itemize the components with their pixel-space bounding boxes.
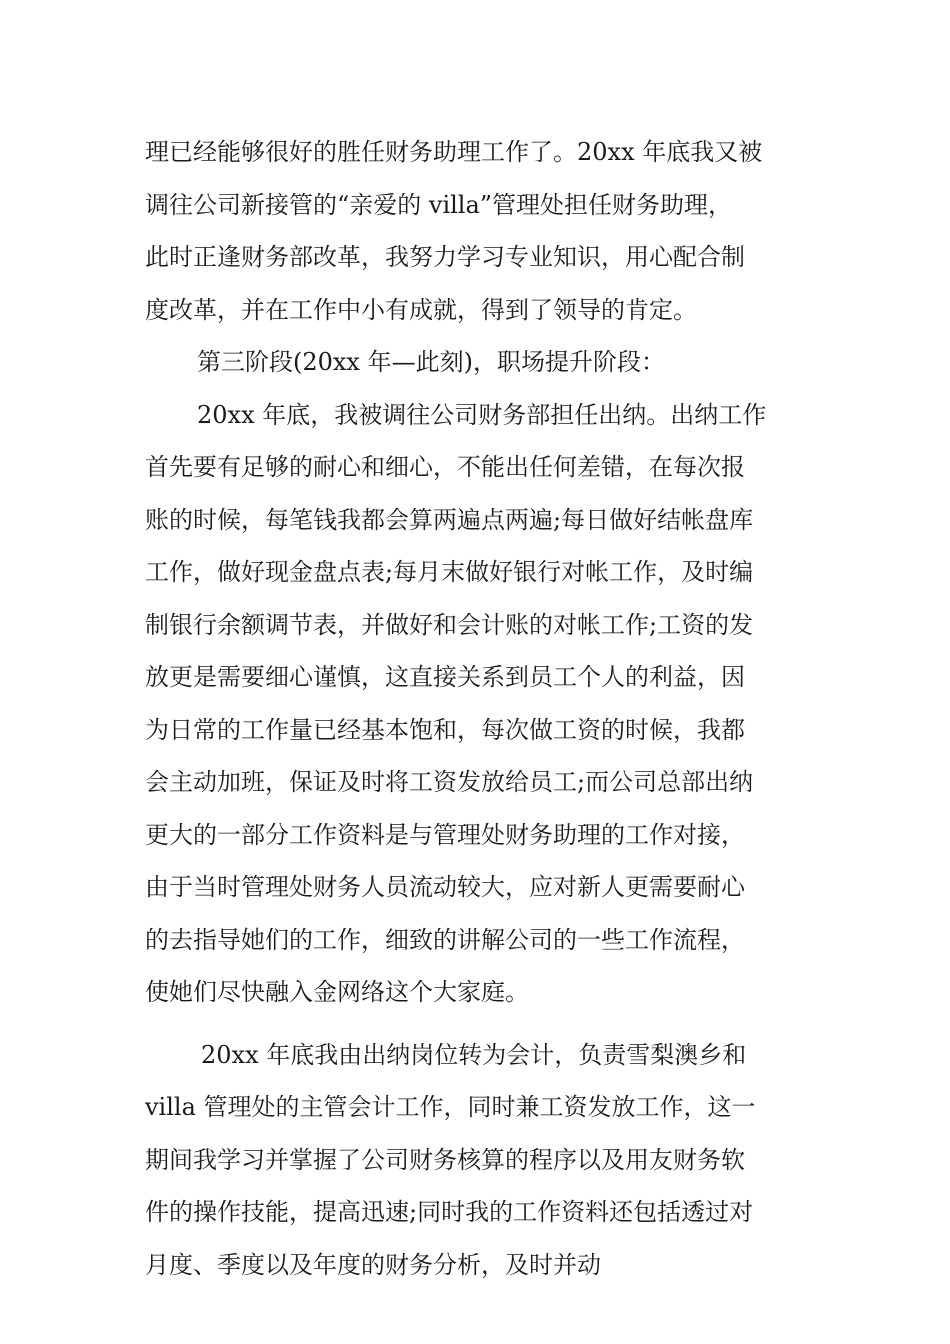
text-line: 工作，做好现金盘点表;每月末做好银行对帐工作，及时编 xyxy=(145,558,754,586)
text-line: 20xx 年底我由出纳岗位转为会计，负责雪梨澳乡和 xyxy=(201,1040,747,1069)
text-line: 会主动加班，保证及时将工资发放给员工;而公司总部出纳 xyxy=(145,768,754,796)
text-line: 更大的一部分工作资料是与管理处财务助理的工作对接， xyxy=(145,820,745,849)
text-line: 首先要有足够的耐心和细心，不能出任何差错，在每次报 xyxy=(145,453,745,481)
text-line: 期间我学习并掌握了公司财务核算的程序以及用友财务软 xyxy=(145,1145,745,1174)
text-line: 制银行余额调节表，并做好和会计账的对帐工作;工资的发 xyxy=(145,610,754,639)
text-line: 调往公司新接管的“亲爱的 villa”管理处担任财务助理， xyxy=(145,190,733,219)
text-line: 账的时候，每笔钱我都会算两遍点两遍;每日做好结帐盘库 xyxy=(145,505,754,534)
text-line: 月度、季度以及年度的财务分析，及时并动 xyxy=(145,1250,601,1279)
text-line: 为日常的工作量已经基本饱和，每次做工资的时候，我都 xyxy=(145,715,745,744)
section-heading: 第三阶段(20xx 年—此刻)，职场提升阶段： xyxy=(197,348,665,376)
text-line: 由于当时管理处财务人员流动较大，应对新人更需要耐心 xyxy=(145,873,745,901)
text-line: 件的操作技能，提高迅速;同时我的工作资料还包括透过对 xyxy=(145,1198,754,1226)
text-line: 20xx 年底，我被调往公司财务部担任出纳。出纳工作 xyxy=(197,400,767,429)
text-line: 放更是需要细心谨慎，这直接关系到员工个人的利益，因 xyxy=(145,663,745,691)
text-line: 此时正逢财务部改革，我努力学习专业知识，用心配合制 xyxy=(145,243,745,271)
text-line: villa 管理处的主管会计工作，同时兼工资发放工作，这一 xyxy=(145,1093,756,1121)
text-line: 理已经能够很好的胜任财务助理工作了。20xx 年底我又被 xyxy=(145,138,763,166)
document-body xyxy=(145,130,815,1295)
text-line: 度改革，并在工作中小有成就，得到了领导的肯定。 xyxy=(145,295,697,324)
text-line: 的去指导她们的工作，细致的讲解公司的一些工作流程， xyxy=(145,925,745,954)
paragraph-gap xyxy=(145,1023,815,1033)
text-line: 使她们尽快融入金网络这个大家庭。 xyxy=(145,978,529,1006)
